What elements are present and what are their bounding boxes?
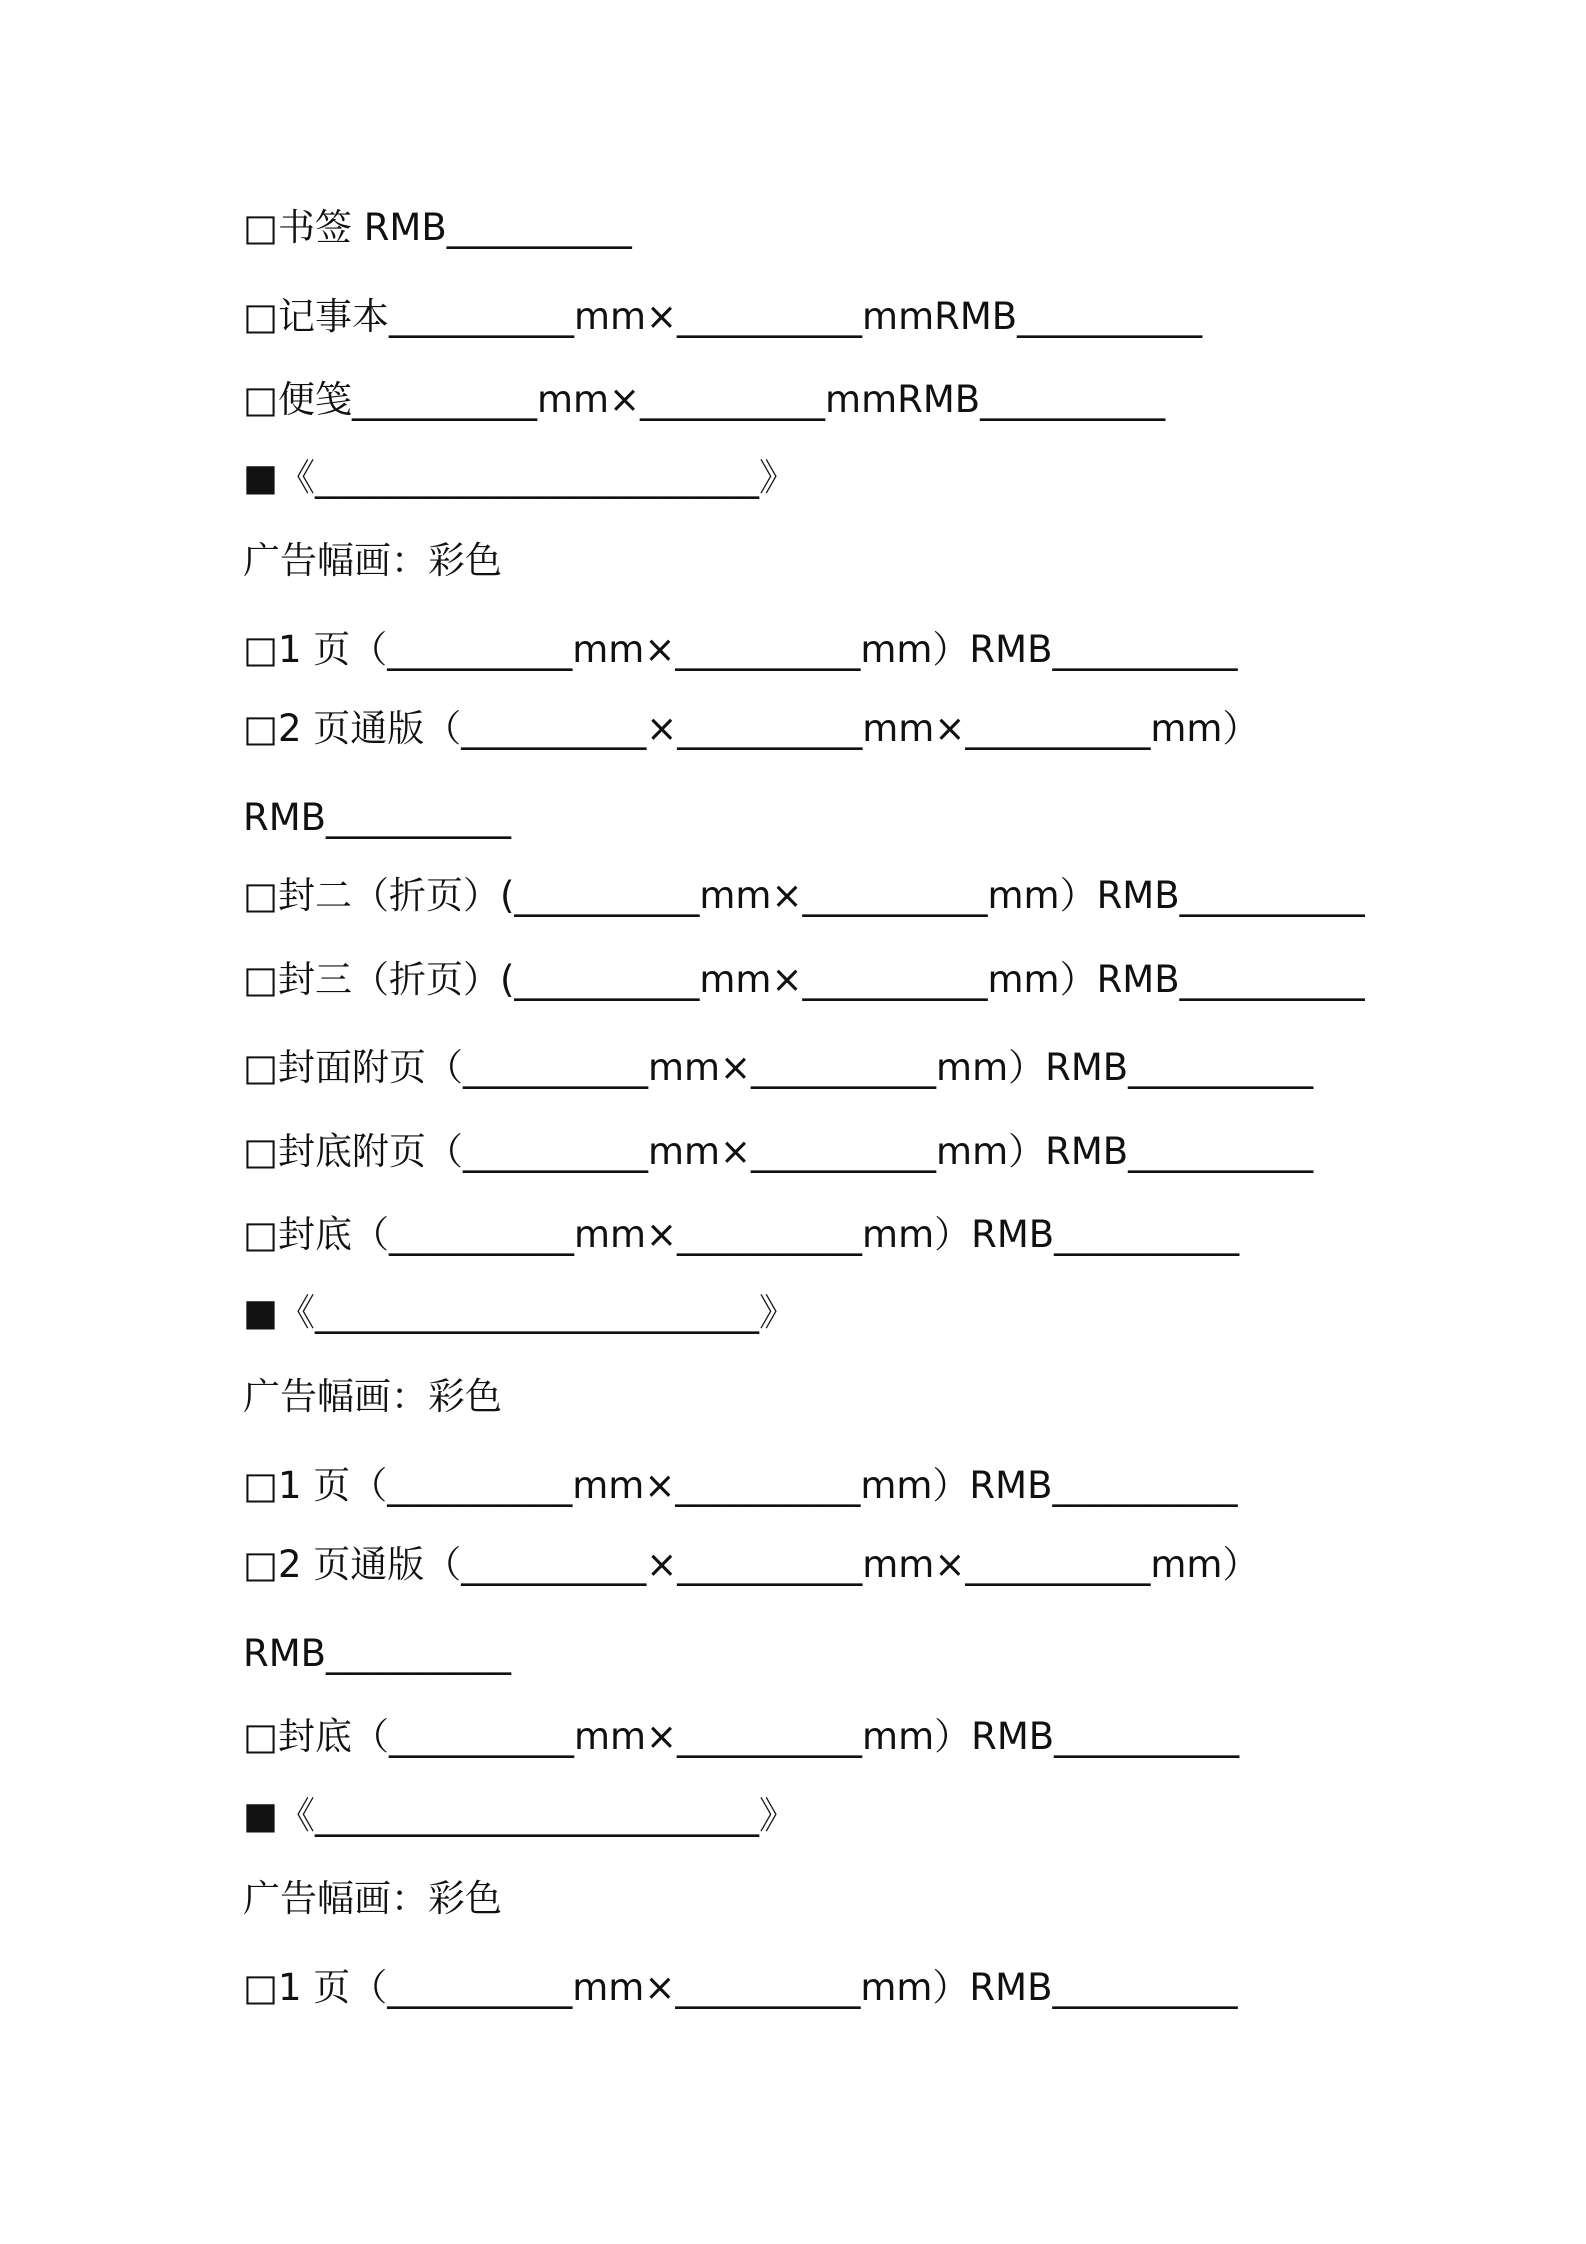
rmb-line-2: RMB__________: [243, 1632, 512, 1675]
rmb-line-1: RMB__________: [243, 796, 512, 839]
one-page-line-1: □1 页（__________mm×__________mm）RMB__________: [243, 628, 1238, 671]
inside-back-cover-line: □封三（折页）(__________mm×__________mm）RMB__________: [243, 958, 1365, 1001]
two-page-spread-line-2: □2 页通版（__________×__________mm×__________mm）: [243, 1543, 1260, 1586]
ad-format-3: 广告幅画：彩色: [243, 1877, 502, 1920]
publication-title-3: ■《________________________》: [243, 1794, 796, 1837]
back-cover-line-1: □封底（__________mm×__________mm）RMB__________: [243, 1213, 1240, 1256]
inside-front-cover-line: □封二（折页）(__________mm×__________mm）RMB__________: [243, 874, 1365, 917]
front-cover-insert-line: □封面附页（__________mm×__________mm）RMB__________: [243, 1046, 1314, 1089]
notebook-line: □记事本__________mm×__________mmRMB__________: [243, 295, 1203, 338]
notepad-line: □便笺__________mm×__________mmRMB__________: [243, 378, 1166, 421]
ad-format-2: 广告幅画：彩色: [243, 1375, 502, 1418]
one-page-line-3: □1 页（__________mm×__________mm）RMB__________: [243, 1966, 1238, 2009]
two-page-spread-line-1: □2 页通版（__________×__________mm×__________mm）: [243, 707, 1260, 750]
back-cover-insert-line: □封底附页（__________mm×__________mm）RMB__________: [243, 1130, 1314, 1173]
publication-title-1: ■《________________________》: [243, 456, 796, 499]
publication-title-2: ■《________________________》: [243, 1291, 796, 1334]
ad-format-1: 广告幅画：彩色: [243, 539, 502, 582]
one-page-line-2: □1 页（__________mm×__________mm）RMB__________: [243, 1464, 1238, 1507]
back-cover-line-2: □封底（__________mm×__________mm）RMB__________: [243, 1715, 1240, 1758]
bookmark-line: □书签 RMB__________: [243, 206, 632, 249]
